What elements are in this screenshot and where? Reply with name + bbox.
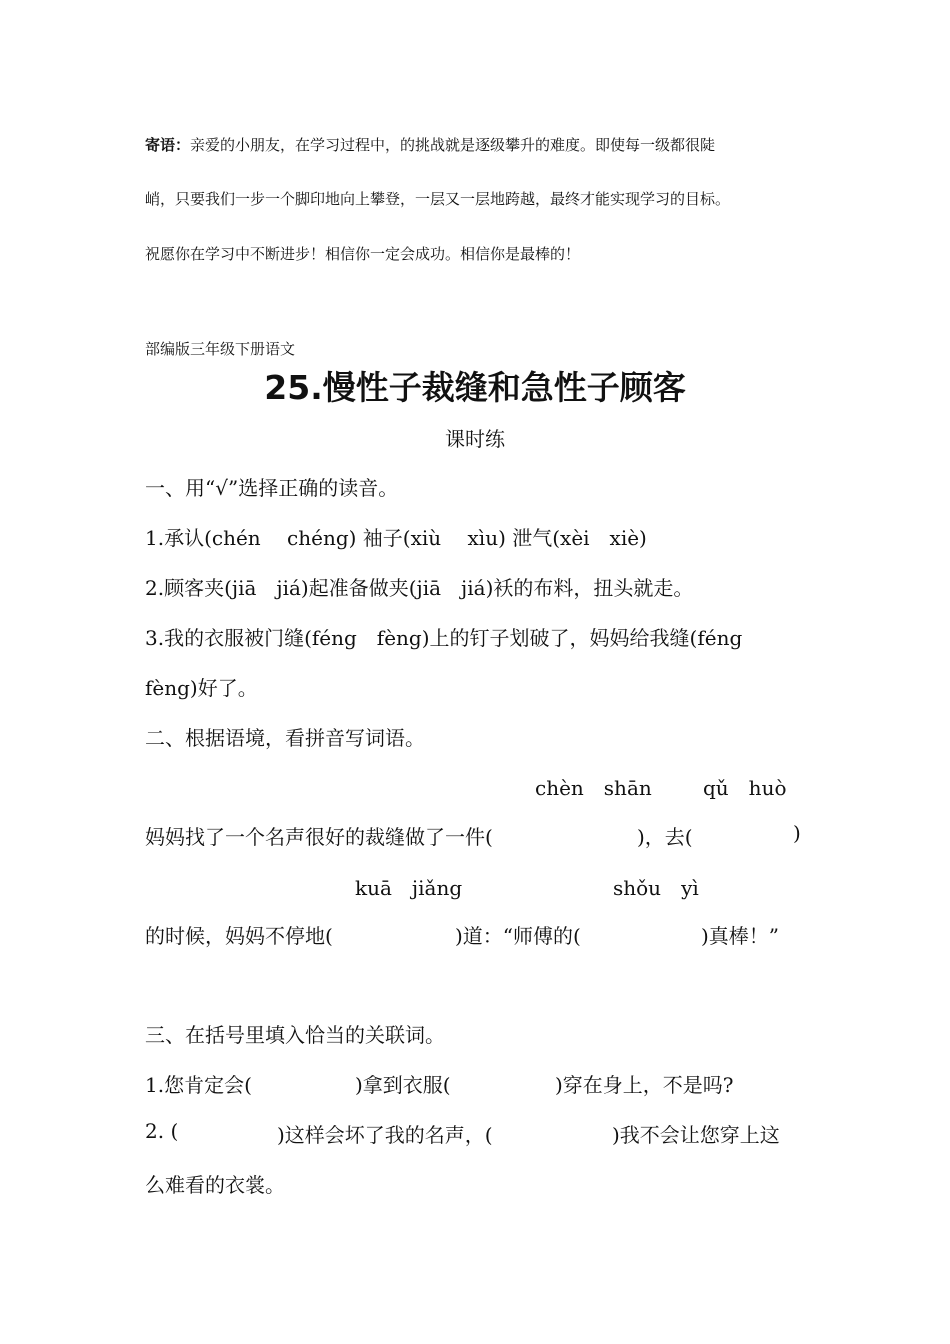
section3-question-1-a: 1.您肯定会( — [145, 1073, 252, 1097]
message-line-2: 峭，只要我们一步一个脚印地向上攀登，一层又一层地跨越，最终才能实现学习的目标。 — [145, 190, 731, 208]
section1-question-1: 1.承认(chén chéng) 袖子(xiù xìu) 泄气(xèi xiè) — [145, 526, 647, 550]
section2-sentence-2-a: 的时候，妈妈不停地( — [145, 924, 333, 948]
section3-question-1-b: )拿到衣服( — [355, 1073, 451, 1097]
section3-question-2-line2: 么难看的衣裳。 — [145, 1173, 285, 1197]
section3-question-1-c: )穿在身上，不是吗? — [555, 1073, 734, 1097]
section2-sentence-1-b: )，去( — [637, 825, 693, 849]
section2-sentence-1-a: 妈妈找了一个名声很好的裁缝做了一件( — [145, 825, 493, 849]
message-label: 寄语： — [145, 136, 191, 154]
message-line-1 — [145, 134, 715, 155]
pinyin-shouyi: shǒu yì — [613, 876, 699, 900]
section2-heading: 二、根据语境，看拼音写词语。 — [145, 726, 425, 750]
section1-question-3-line2: fèng)好了。 — [145, 676, 258, 700]
page-title: 25.慢性子裁缝和急性子顾客 — [264, 368, 686, 407]
page-subtitle: 课时练 — [445, 427, 505, 451]
section2-sentence-2-c: )真棒！” — [701, 924, 780, 948]
section3-question-2-a: 2. ( — [145, 1119, 179, 1143]
pinyin-quhuo: qǔ huò — [703, 776, 787, 800]
section1-question-3-line1: 3.我的衣服被门缝(féng fèng)上的钉子划破了，妈妈给我缝(féng — [145, 626, 743, 650]
section1-heading: 一、用“√”选择正确的读音。 — [145, 476, 399, 500]
section2-sentence-2-b: )道：“师傅的( — [455, 924, 581, 948]
message-text-1: 亲爱的小朋友，在学习过程中，的挑战就是逐级攀升的难度。即使每一级都很陡 — [190, 136, 716, 154]
section2-sentence-1-c: ) — [793, 821, 801, 845]
section3-heading: 三、在括号里填入恰当的关联词。 — [145, 1023, 445, 1047]
edition-label: 部编版三年级下册语文 — [145, 340, 296, 358]
section3-question-2-c: )我不会让您穿上这 — [612, 1123, 780, 1147]
section3-question-2-b: )这样会坏了我的名声，( — [277, 1123, 493, 1147]
pinyin-chenshan: chèn shān — [535, 776, 652, 800]
pinyin-kuajiang: kuā jiǎng — [355, 876, 463, 900]
section1-question-2: 2.顾客夹(jiā jiá)起准备做夹(jiā jiá)袄的布料，扭头就走。 — [145, 576, 694, 600]
message-line-3: 祝愿你在学习中不断进步！相信你一定会成功。相信你是最棒的！ — [145, 245, 581, 263]
